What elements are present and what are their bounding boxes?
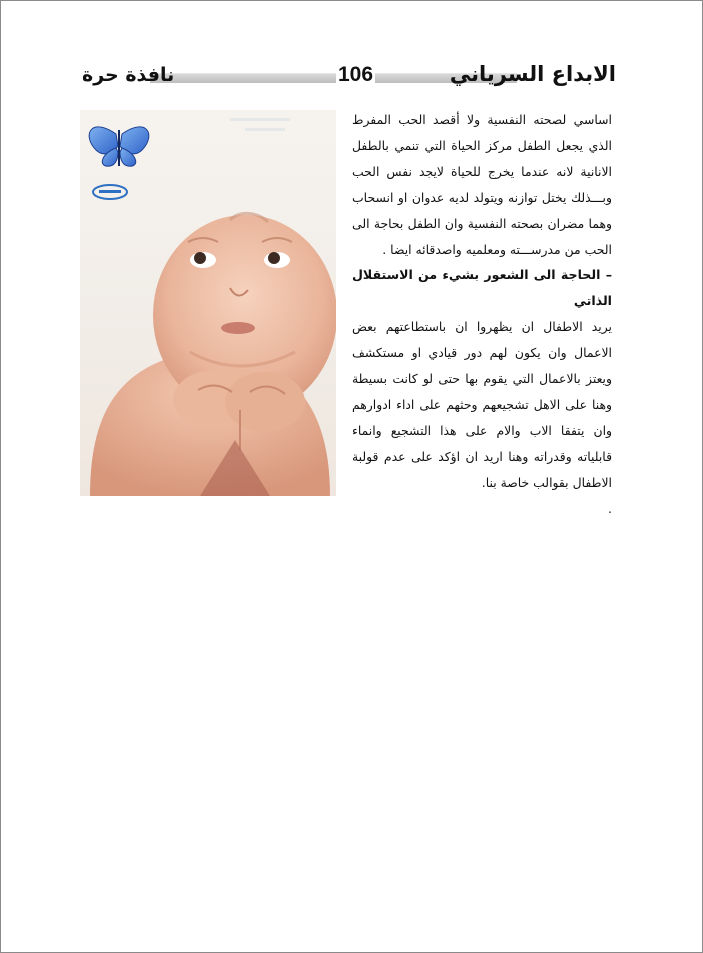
baby-illustration — [80, 110, 336, 496]
article-subheading: – الحاجة الى الشعور بشيء من الاستقلال الذاتي — [352, 267, 612, 309]
butterfly-icon — [89, 127, 149, 166]
article-paragraph: اساسي لصحته النفسية ولا أقصد الحب المفرط الذي يجعل الطفل مركز الحياة التي تنمي بالطفل الانانية لانه عندما يخرج للحياة لايجد نفس الحب وبـــذلك يختل توازنه ويتولد لديه عدوان او انسحاب وهما مضران بصحته النفسية وان الطفل بحاجة الى الحب من مدرســـته ومعلميه واصدقائه ايضا . — [352, 112, 612, 257]
page-number: 106 — [338, 63, 374, 86]
article-body — [352, 107, 612, 522]
section-title: نافذة حرة — [82, 64, 175, 86]
article-paragraph: يريد الاطفال ان يظهروا ان باستطاعتهم بعض الاعمال وان يكون لهم دور قيادي او مستكشف ويعتز بالاعمال التي يقوم بها حتى لو كانت بسيطة وهنا على الاهل تشجيعهم وحثهم على اداء ادوارهم وان يتفقا الاب والام على هذا التشجيع وانماء قابلياته وقدراته وهنا اريد ان اؤكد على عدم قولبة الاطفال بقوالب خاصة بنا. — [352, 319, 612, 490]
logo-mark — [93, 185, 127, 199]
baby-photo — [80, 110, 336, 496]
page-header — [72, 62, 624, 92]
magazine-title: الابداع السرياني — [449, 62, 616, 86]
article-end-mark: . — [608, 500, 612, 516]
